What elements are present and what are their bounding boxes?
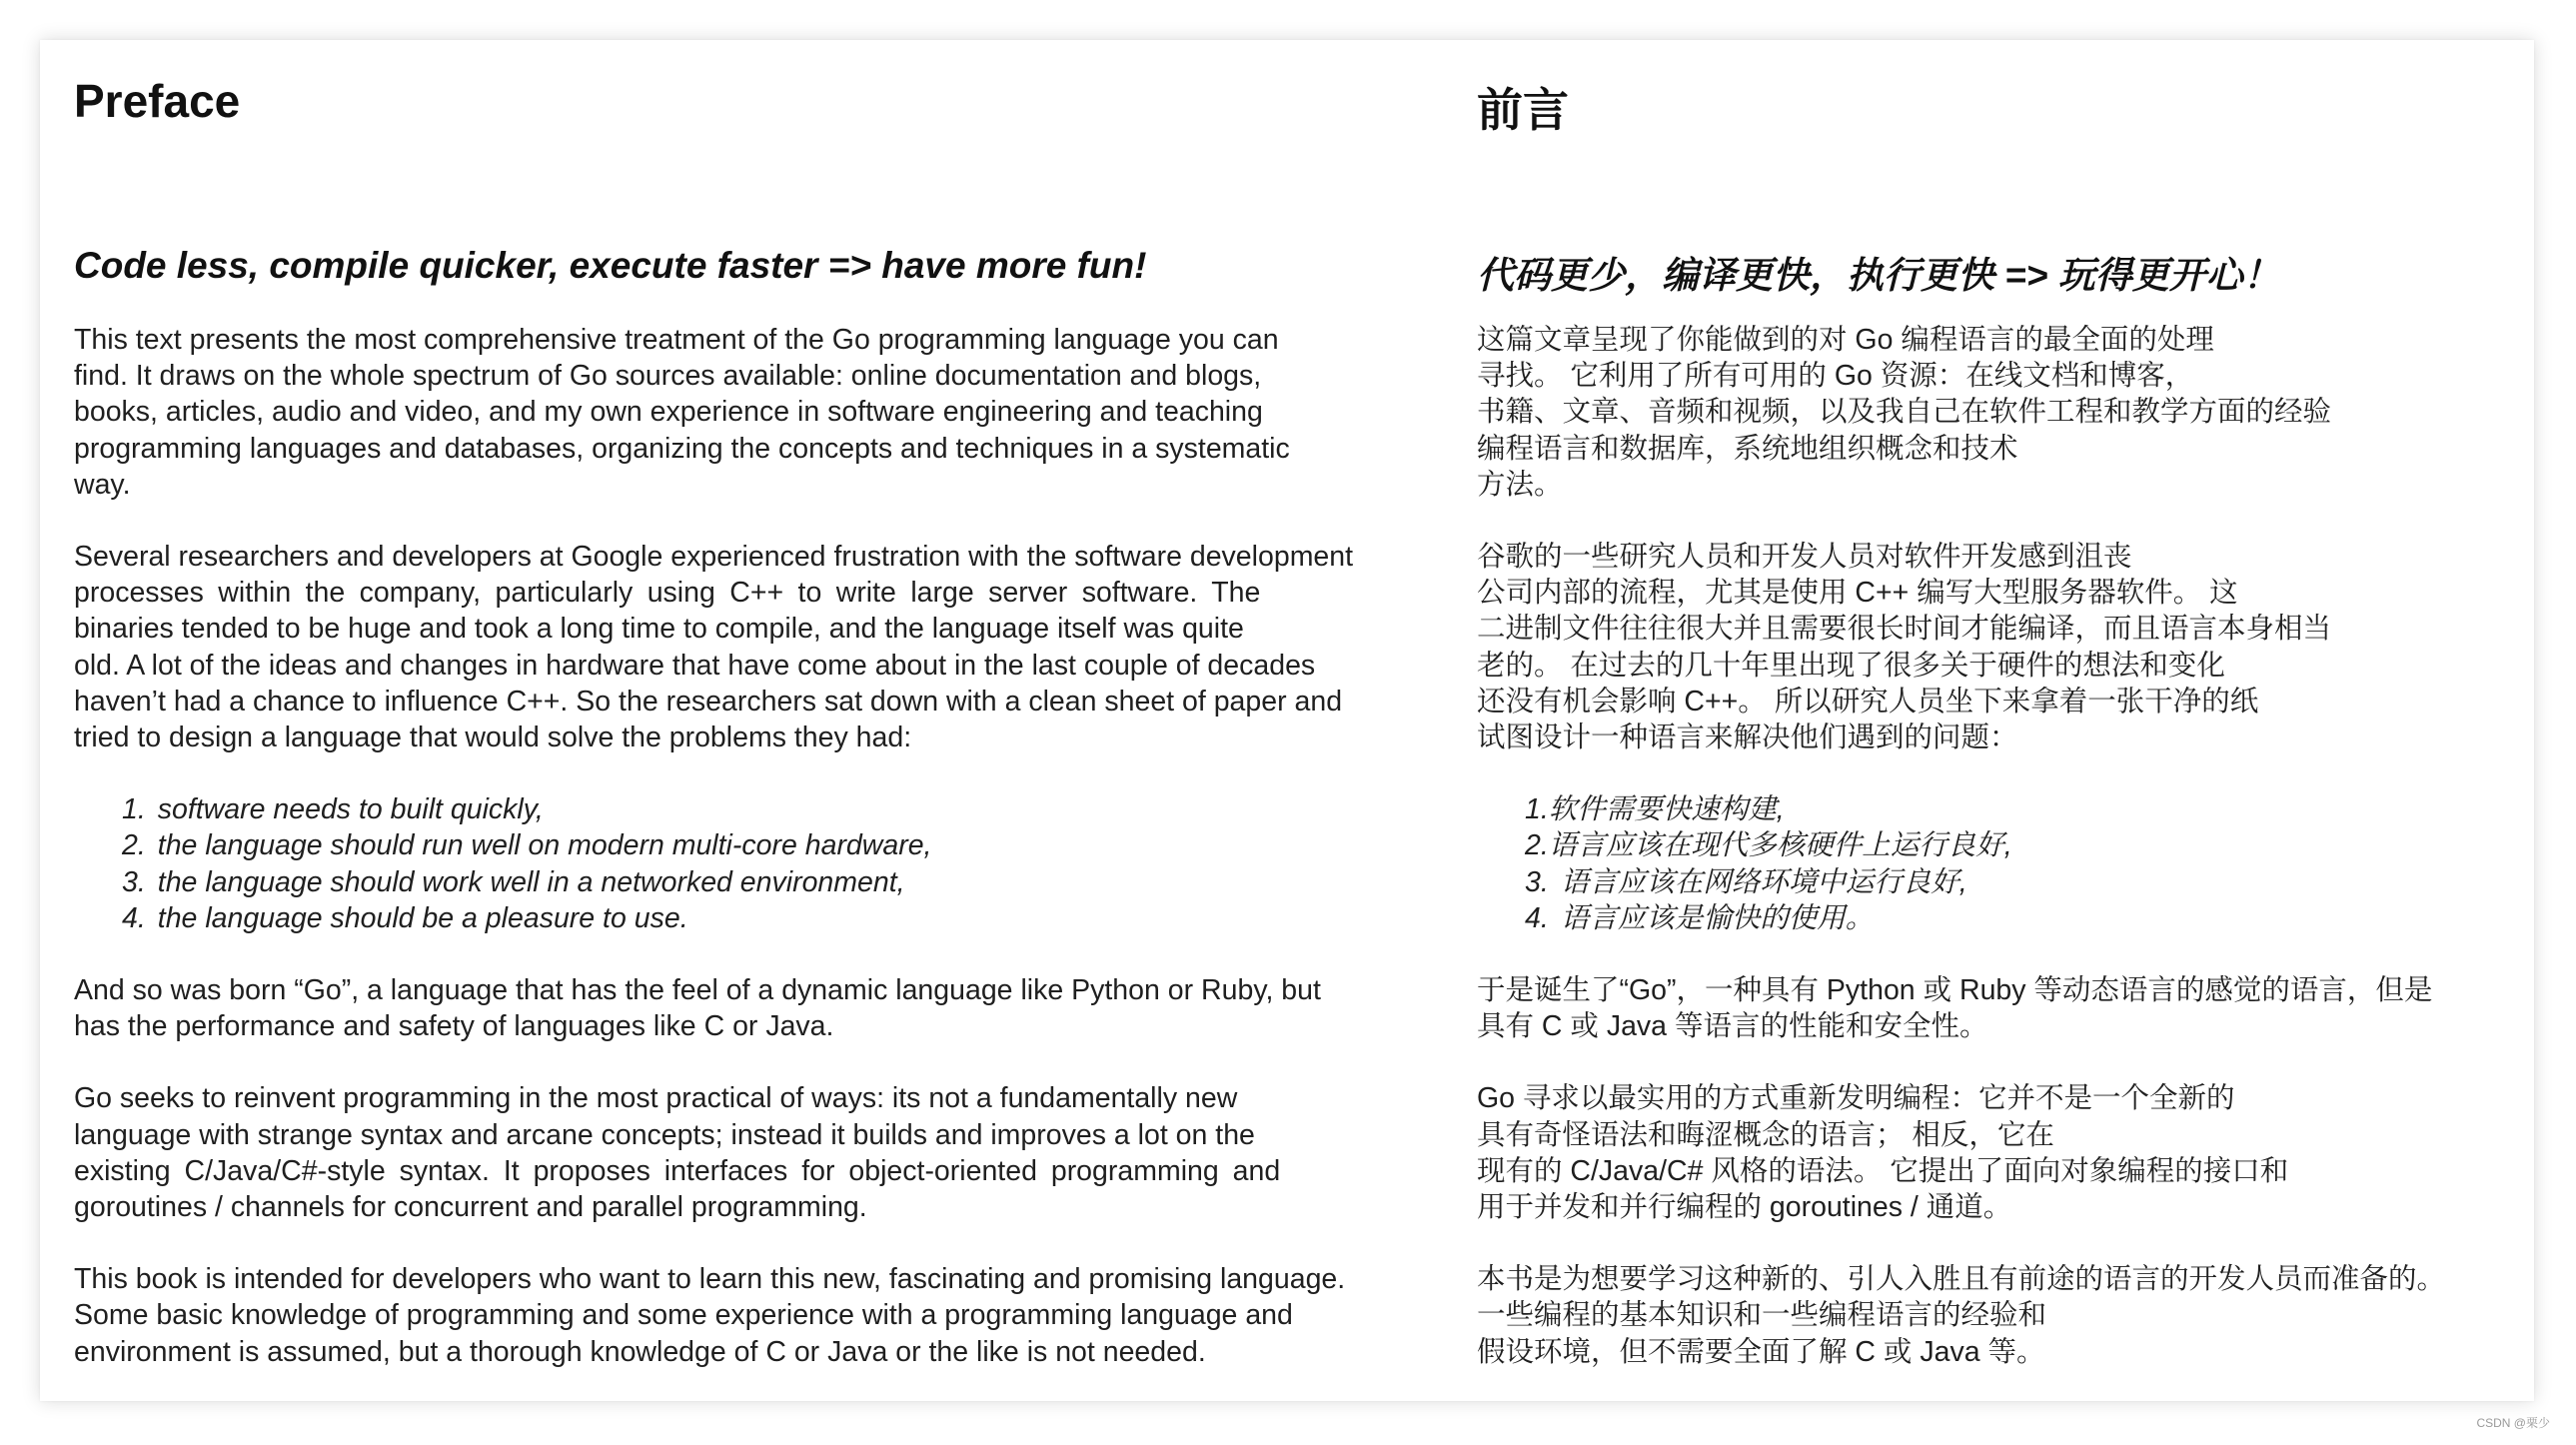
text-line: 公司内部的流程，尤其是使用 C++ 编写大型服务器软件。 这 bbox=[1477, 577, 2238, 610]
text-line: 本书是为想要学习这种新的、引人入胜且有前途的语言的开发人员而准备的。 bbox=[1477, 1263, 2446, 1296]
page-title-zh: 前言 bbox=[1477, 84, 1569, 136]
list-item bbox=[1525, 827, 2516, 863]
paragraph-3-zh bbox=[1477, 972, 2516, 1044]
list-number: 1. bbox=[122, 793, 146, 826]
text-line: old. A lot of the ideas and changes in hardware that have come about in the last couple of decades bbox=[74, 649, 1316, 682]
text-line: 具有奇怪语法和晦涩概念的语言； 相反，它在 bbox=[1477, 1118, 2054, 1151]
paragraph-5-zh bbox=[1477, 1261, 2516, 1370]
paragraph-1-zh bbox=[1477, 322, 2516, 503]
paragraph-2-zh bbox=[1477, 539, 2516, 755]
list-text: the language should work well in a networked environment, bbox=[157, 865, 905, 898]
text-line: programming languages and databases, organizing the concepts and techniques in a systematic bbox=[74, 432, 1290, 465]
watermark: CSDN @栗少 bbox=[2476, 1416, 2550, 1430]
list-number: 3. bbox=[122, 865, 146, 898]
text-line: 方法。 bbox=[1477, 468, 1563, 501]
text-line: And so was born “Go”, a language that has the feel of a dynamic language like Python or Ruby, but bbox=[74, 974, 1321, 1007]
list-text: 1.软件需要快速构建, bbox=[1525, 793, 1785, 826]
text-line: find. It draws on the whole spectrum of Go sources available: online documentation and blogs, bbox=[74, 360, 1262, 393]
requirements-list bbox=[74, 791, 1453, 936]
text-line: This book is intended for developers who want to learn this new, fascinating and promising language. bbox=[74, 1263, 1346, 1296]
tagline-zh: 代码更少，编译更快，执行更快 => 玩得更开心！ bbox=[1477, 255, 2280, 296]
list-item bbox=[122, 900, 1453, 936]
text-line: 寻找。 它利用了所有可用的 Go 资源：在线文档和博客， bbox=[1477, 360, 2194, 393]
text-line: 老的。 在过去的几十年里出现了很多关于硬件的想法和变化 bbox=[1477, 649, 2225, 682]
text-line: 书籍、文章、音频和视频，以及我自己在软件工程和教学方面的经验 bbox=[1477, 396, 2332, 429]
document-page bbox=[40, 40, 2534, 1401]
paragraph-3 bbox=[74, 972, 1453, 1044]
text-line: 具有 C 或 Java 等语言的性能和安全性。 bbox=[1477, 1010, 1988, 1043]
text-line: binaries tended to be huge and took a long time to compile, and the language itself was quite bbox=[74, 613, 1244, 646]
text-line: goroutines / channels for concurrent and parallel programming. bbox=[74, 1191, 867, 1224]
paragraph-5 bbox=[74, 1261, 1453, 1370]
paragraph-4-zh bbox=[1477, 1080, 2516, 1225]
text-line: has the performance and safety of languages like C or Java. bbox=[74, 1010, 834, 1043]
requirements-list-zh bbox=[1477, 791, 2516, 936]
text-line: 一些编程的基本知识和一些编程语言的经验和 bbox=[1477, 1299, 2047, 1332]
text-line: Some basic knowledge of programming and some experience with a programming language and bbox=[74, 1299, 1293, 1332]
list-text: 2.语言应该在现代多核硬件上运行良好, bbox=[1525, 829, 2012, 862]
tagline: Code less, compile quicker, execute faster => have more fun! bbox=[74, 245, 1147, 286]
text-line: 还没有机会影响 C++。 所以研究人员坐下来拿着一张干净的纸 bbox=[1477, 685, 2259, 718]
text-line: 用于并发和并行编程的 goroutines / 通道。 bbox=[1477, 1191, 2012, 1224]
text-line: tried to design a language that would solve the problems they had: bbox=[74, 722, 912, 754]
list-text: the language should run well on modern multi-core hardware, bbox=[157, 829, 932, 862]
list-item bbox=[122, 791, 1453, 827]
list-text: 语言应该在网络环境中运行良好, bbox=[1560, 865, 1967, 898]
text-line: Go 寻求以最实用的方式重新发明编程：它并不是一个全新的 bbox=[1477, 1082, 2235, 1115]
text-line: language with strange syntax and arcane concepts; instead it builds and improves a lot on the bbox=[74, 1118, 1255, 1151]
text-line: way. bbox=[74, 468, 131, 501]
page-title: Preface bbox=[74, 75, 241, 127]
text-line: haven’t had a chance to influence C++. So the researchers sat down with a clean sheet of paper and bbox=[74, 685, 1343, 718]
text-line: books, articles, audio and video, and my own experience in software engineering and teaching bbox=[74, 396, 1263, 429]
paragraph-1 bbox=[74, 322, 1453, 503]
text-line: 编程语言和数据库，系统地组织概念和技术 bbox=[1477, 432, 2018, 465]
text-line: 试图设计一种语言来解决他们遇到的问题： bbox=[1477, 722, 2018, 754]
text-line: 谷歌的一些研究人员和开发人员对软件开发感到沮丧 bbox=[1477, 541, 2132, 574]
list-item bbox=[122, 827, 1453, 863]
list-text: software needs to built quickly, bbox=[157, 793, 544, 826]
list-item bbox=[1525, 791, 2516, 827]
text-line: 二进制文件往往很大并且需要很长时间才能编译，而且语言本身相当 bbox=[1477, 613, 2332, 646]
text-line: This text presents the most comprehensive treatment of the Go programming language you can bbox=[74, 324, 1279, 356]
list-number: 4. bbox=[122, 901, 146, 934]
text-line: 于是诞生了“Go”，一种具有 Python 或 Ruby 等动态语言的感觉的语言，但是 bbox=[1477, 974, 2433, 1007]
text-line: Go seeks to reinvent programming in the most practical of ways: its not a fundamentally new bbox=[74, 1082, 1238, 1115]
paragraph-4 bbox=[74, 1080, 1453, 1225]
list-text: 语言应该是愉快的使用。 bbox=[1560, 901, 1875, 934]
list-item bbox=[1525, 864, 2516, 900]
list-text: the language should be a pleasure to use. bbox=[157, 901, 688, 934]
text-line: environment is assumed, but a thorough knowledge of C or Java or the like is not needed. bbox=[74, 1335, 1206, 1368]
text-line: existing C/Java/C#-style syntax. It proposes interfaces for object-oriented programming and bbox=[74, 1154, 1281, 1187]
text-line: 假设环境，但不需要全面了解 C 或 Java 等。 bbox=[1477, 1335, 2045, 1368]
list-item bbox=[1525, 900, 2516, 936]
text-line: processes within the company, particularly using C++ to write large server software. The bbox=[74, 577, 1261, 610]
paragraph-2 bbox=[74, 539, 1453, 755]
list-number: 3. bbox=[1525, 865, 1549, 898]
list-item bbox=[122, 864, 1453, 900]
text-line: 这篇文章呈现了你能做到的对 Go 编程语言的最全面的处理 bbox=[1477, 324, 2214, 356]
list-number: 4. bbox=[1525, 901, 1549, 934]
text-line: 现有的 C/Java/C# 风格的语法。 它提出了面向对象编程的接口和 bbox=[1477, 1154, 2289, 1187]
text-line: Several researchers and developers at Google experienced frustration with the software development bbox=[74, 541, 1354, 574]
list-number: 2. bbox=[122, 829, 146, 862]
